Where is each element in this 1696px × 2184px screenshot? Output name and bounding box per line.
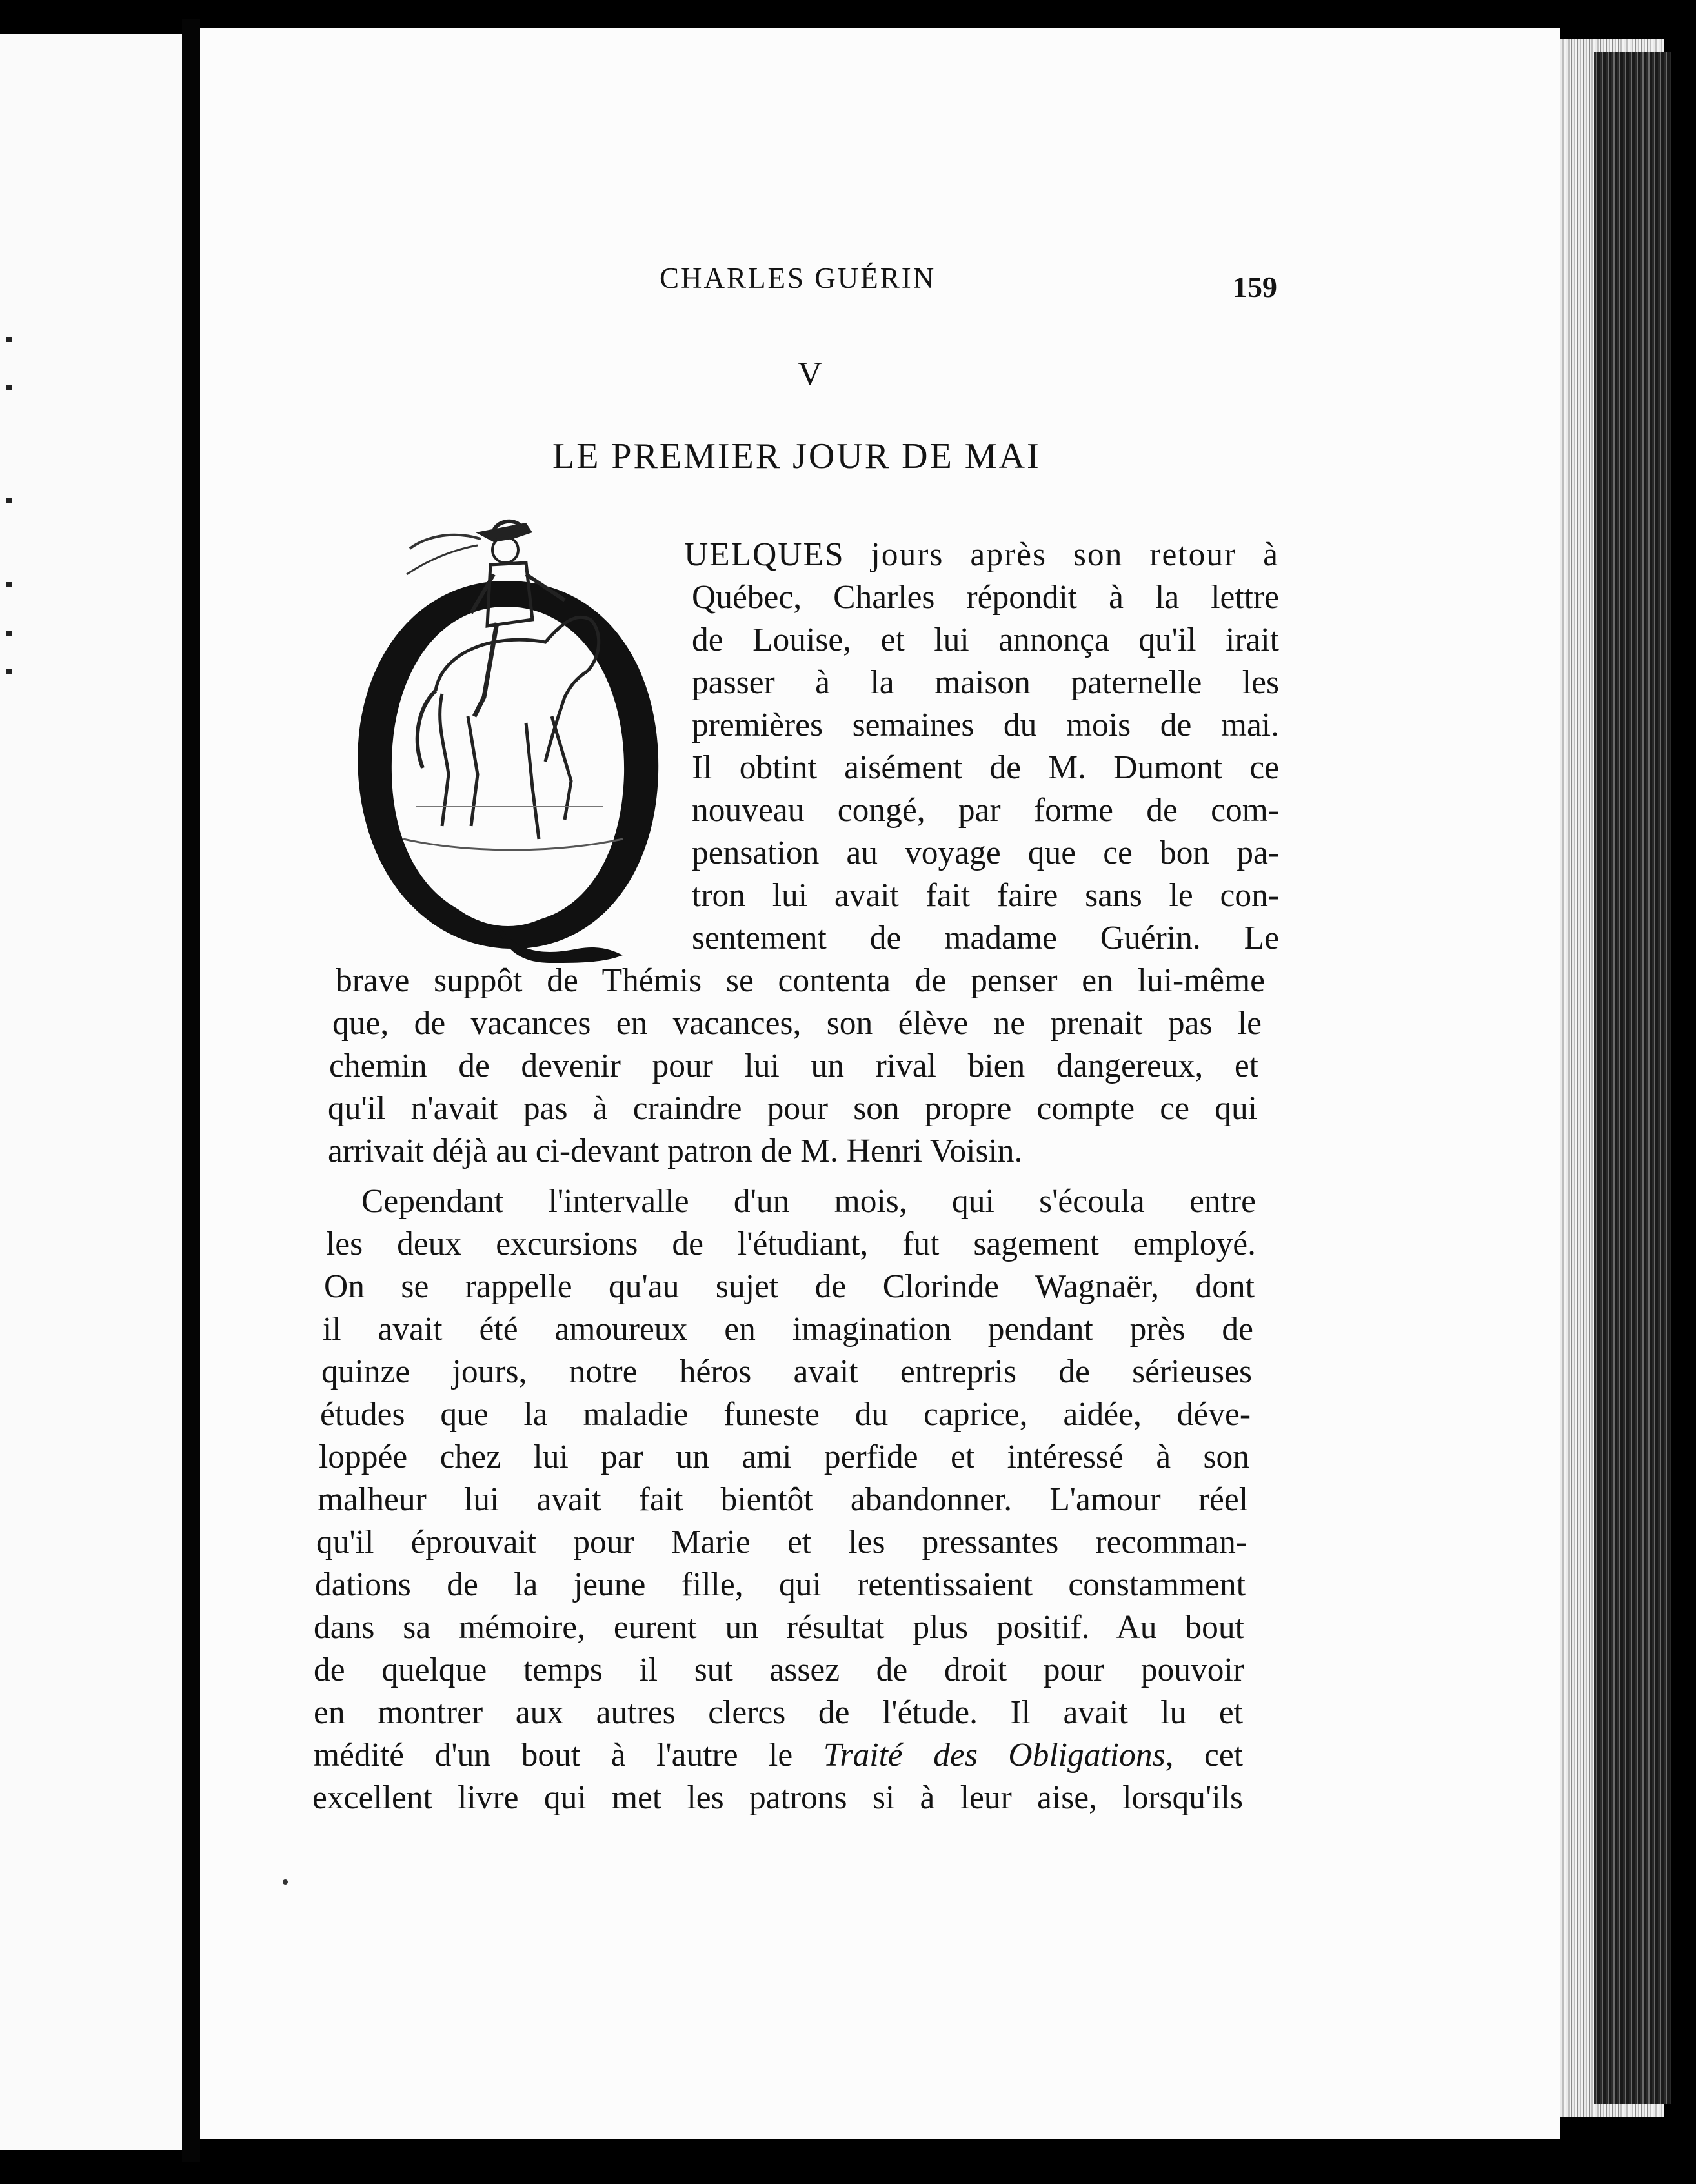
text-line: que, de vacances en vacances, son élève ne prenait pas le xyxy=(332,1005,1262,1042)
text-line: UELQUES jours après son retour à xyxy=(684,536,1279,573)
chapter-title: LE PREMIER JOUR DE MAI xyxy=(552,436,1041,476)
text-line: malheur lui avait fait bientôt abandonner. L'amour réel xyxy=(318,1481,1248,1518)
facing-page-mark xyxy=(6,631,12,636)
text-line: Québec, Charles répondit à la lettre xyxy=(692,579,1279,616)
facing-page-mark xyxy=(6,582,12,587)
text-line: brave suppôt de Thémis se contenta de penser en lui-même xyxy=(336,962,1265,999)
chapter-number: V xyxy=(798,356,822,392)
book-cover-edge xyxy=(1594,52,1671,2104)
text-line: de Louise, et lui annonça qu'il irait xyxy=(692,622,1279,658)
drop-cap-q-illustration xyxy=(332,503,681,981)
facing-page-mark xyxy=(6,669,12,674)
text-fragment: , cet xyxy=(1165,1737,1244,1774)
text-line: nouveau congé, par forme de com- xyxy=(692,792,1279,829)
text-line: dans sa mémoire, eurent un résultat plus positif. Au bout xyxy=(314,1609,1244,1646)
text-line: premières semaines du mois de mai. xyxy=(692,707,1279,743)
text-line: Il obtint aisément de M. Dumont ce xyxy=(692,749,1279,786)
book-gutter xyxy=(182,19,200,2162)
page-number: 159 xyxy=(1233,270,1277,303)
text-line: sentement de madame Guérin. Le xyxy=(692,920,1279,956)
text-line: les deux excursions de l'étudiant, fut sagement employé. xyxy=(326,1226,1256,1262)
text-fragment: médité d'un bout à l'autre le xyxy=(314,1737,823,1774)
text-line: tron lui avait fait faire sans le con- xyxy=(692,877,1279,914)
text-line: qu'il éprouvait pour Marie et les pressantes recomman- xyxy=(316,1524,1247,1561)
text-line: loppée chez lui par un ami perfide et intéressé à son xyxy=(319,1439,1249,1475)
text-line: dations de la jeune fille, qui retentissaient constamment xyxy=(315,1566,1246,1603)
text-line: On se rappelle qu'au sujet de Clorinde Wagnaër, dont xyxy=(324,1268,1255,1305)
text-line: pensation au voyage que ce bon pa- xyxy=(692,834,1279,871)
text-line: qu'il n'avait pas à craindre pour son propre compte ce qui xyxy=(328,1090,1257,1127)
stray-mark xyxy=(283,1879,288,1885)
text-line: il avait été amoureux en imagination pendant près de xyxy=(323,1311,1253,1348)
facing-page-mark xyxy=(6,498,12,503)
text-line: chemin de devenir pour lui un rival bien dangereux, et xyxy=(329,1047,1258,1084)
text-line xyxy=(314,1736,1243,1775)
text-line: arrivait déjà au ci-devant patron de M. Henri Voisin. xyxy=(328,1133,1023,1169)
text-line: Cependant l'intervalle d'un mois, qui s'écoula entre xyxy=(361,1183,1256,1220)
facing-page xyxy=(0,34,182,2150)
text-line: études que la maladie funeste du caprice, aidée, déve- xyxy=(320,1396,1251,1433)
text-line: passer à la maison paternelle les xyxy=(692,664,1279,701)
text-line: de quelque temps il sut assez de droit pour pouvoir xyxy=(314,1652,1244,1688)
text-line: quinze jours, notre héros avait entrepris de sérieuses xyxy=(321,1353,1252,1390)
book-title-italic: Traité des Obligations xyxy=(823,1737,1166,1774)
running-head: CHARLES GUÉRIN xyxy=(660,262,936,294)
text-line: en montrer aux autres clercs de l'étude. Il avait lu et xyxy=(314,1694,1243,1731)
facing-page-mark xyxy=(6,337,12,342)
facing-page-mark xyxy=(6,385,12,390)
text-line: excellent livre qui met les patrons si à leur aise, lorsqu'ils xyxy=(312,1779,1243,1816)
